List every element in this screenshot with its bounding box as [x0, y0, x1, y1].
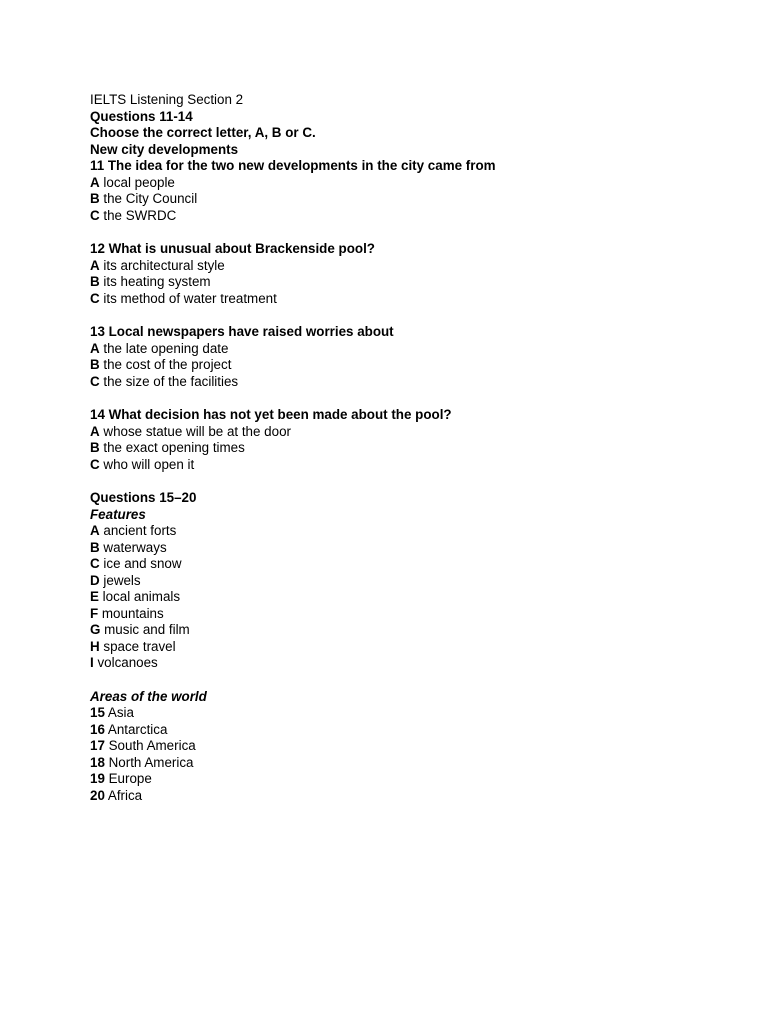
option-row [90, 374, 730, 391]
option-letter: B [90, 357, 100, 372]
area-text: Antarctica [104, 721, 168, 737]
option-row [90, 357, 730, 374]
feature-text: mountains [98, 605, 164, 621]
feature-item [90, 589, 730, 606]
area-number: 15 [90, 705, 105, 720]
feature-item [90, 540, 730, 557]
option-letter: C [90, 207, 100, 223]
area-item [90, 722, 730, 739]
feature-letter: H [90, 638, 100, 654]
document-title: IELTS Listening Section 2 [90, 92, 244, 107]
feature-letter: G [90, 622, 101, 637]
question-11: 11 The idea for the two new developments in the city came from [90, 158, 496, 173]
spacer [90, 672, 730, 689]
option-letter: A [90, 257, 100, 273]
spacer [90, 224, 730, 241]
areas-heading: Areas of the world [90, 688, 207, 704]
option-letter: A [90, 340, 100, 356]
area-text: Europe [104, 771, 152, 786]
option-row [90, 274, 730, 291]
option-text: the exact opening times [99, 440, 245, 455]
area-number: 17 [90, 738, 105, 753]
option-row [90, 291, 730, 308]
option-text: local people [99, 174, 175, 190]
option-row [90, 440, 730, 457]
feature-text: local animals [98, 589, 181, 604]
option-text: whose statue will be at the door [99, 423, 291, 439]
option-text: its architectural style [99, 257, 225, 273]
question-12: 12 What is unusual about Brackenside pool? [90, 241, 375, 256]
option-row [90, 424, 730, 441]
area-text: Asia [104, 705, 134, 720]
option-text: its method of water treatment [99, 290, 277, 306]
question-13: 13 Local newspapers have raised worries about [90, 324, 394, 339]
feature-item [90, 639, 730, 656]
feature-item [90, 573, 730, 590]
option-text: the cost of the project [99, 357, 232, 372]
option-text: its heating system [99, 274, 211, 289]
document-body [90, 92, 730, 804]
option-letter: C [90, 373, 100, 389]
area-text: Africa [104, 787, 143, 803]
option-text: the City Council [99, 191, 198, 206]
area-text: North America [104, 754, 194, 770]
option-text: who will open it [99, 456, 195, 472]
option-letter: B [90, 191, 100, 206]
option-letter: B [90, 274, 100, 289]
feature-text: music and film [100, 622, 190, 637]
option-row [90, 208, 730, 225]
feature-letter: E [90, 589, 99, 604]
feature-text: jewels [99, 572, 141, 588]
feature-item [90, 655, 730, 672]
feature-letter: A [90, 523, 100, 538]
feature-letter: B [90, 539, 100, 555]
topic-heading: New city developments [90, 141, 239, 157]
feature-text: space travel [99, 638, 176, 654]
feature-item [90, 556, 730, 573]
option-row [90, 175, 730, 192]
option-text: the SWRDC [99, 207, 177, 223]
feature-letter: D [90, 572, 100, 588]
feature-text: waterways [99, 539, 167, 555]
feature-text: ice and snow [99, 556, 182, 571]
area-number: 19 [90, 771, 105, 786]
questions-range-11-14: Questions 11-14 [90, 108, 193, 124]
feature-item [90, 523, 730, 540]
spacer [90, 390, 730, 407]
features-heading: Features [90, 506, 146, 522]
spacer [90, 473, 730, 490]
question-14: 14 What decision has not yet been made about the pool? [90, 407, 452, 422]
area-item [90, 755, 730, 772]
area-item [90, 705, 730, 722]
feature-item [90, 606, 730, 623]
option-letter: C [90, 456, 100, 472]
spacer [90, 307, 730, 324]
option-letter: A [90, 423, 100, 439]
area-number: 18 [90, 754, 105, 770]
option-row [90, 258, 730, 275]
area-number: 20 [90, 787, 105, 803]
area-text: South America [104, 738, 196, 753]
feature-text: volcanoes [93, 655, 158, 670]
area-item [90, 788, 730, 805]
area-number: 16 [90, 721, 105, 737]
area-item [90, 771, 730, 788]
option-row [90, 341, 730, 358]
questions-range-15-20: Questions 15–20 [90, 490, 197, 505]
feature-letter: C [90, 556, 100, 571]
feature-letter: I [90, 655, 94, 670]
feature-letter: F [90, 605, 99, 621]
option-row [90, 457, 730, 474]
option-letter: C [90, 290, 100, 306]
feature-item [90, 622, 730, 639]
option-text: the late opening date [99, 340, 229, 356]
option-row [90, 191, 730, 208]
option-letter: A [90, 174, 100, 190]
option-text: the size of the facilities [99, 373, 239, 389]
area-item [90, 738, 730, 755]
instruction-text: Choose the correct letter, A, B or C. [90, 125, 316, 140]
feature-text: ancient forts [99, 523, 177, 538]
option-letter: B [90, 440, 100, 455]
